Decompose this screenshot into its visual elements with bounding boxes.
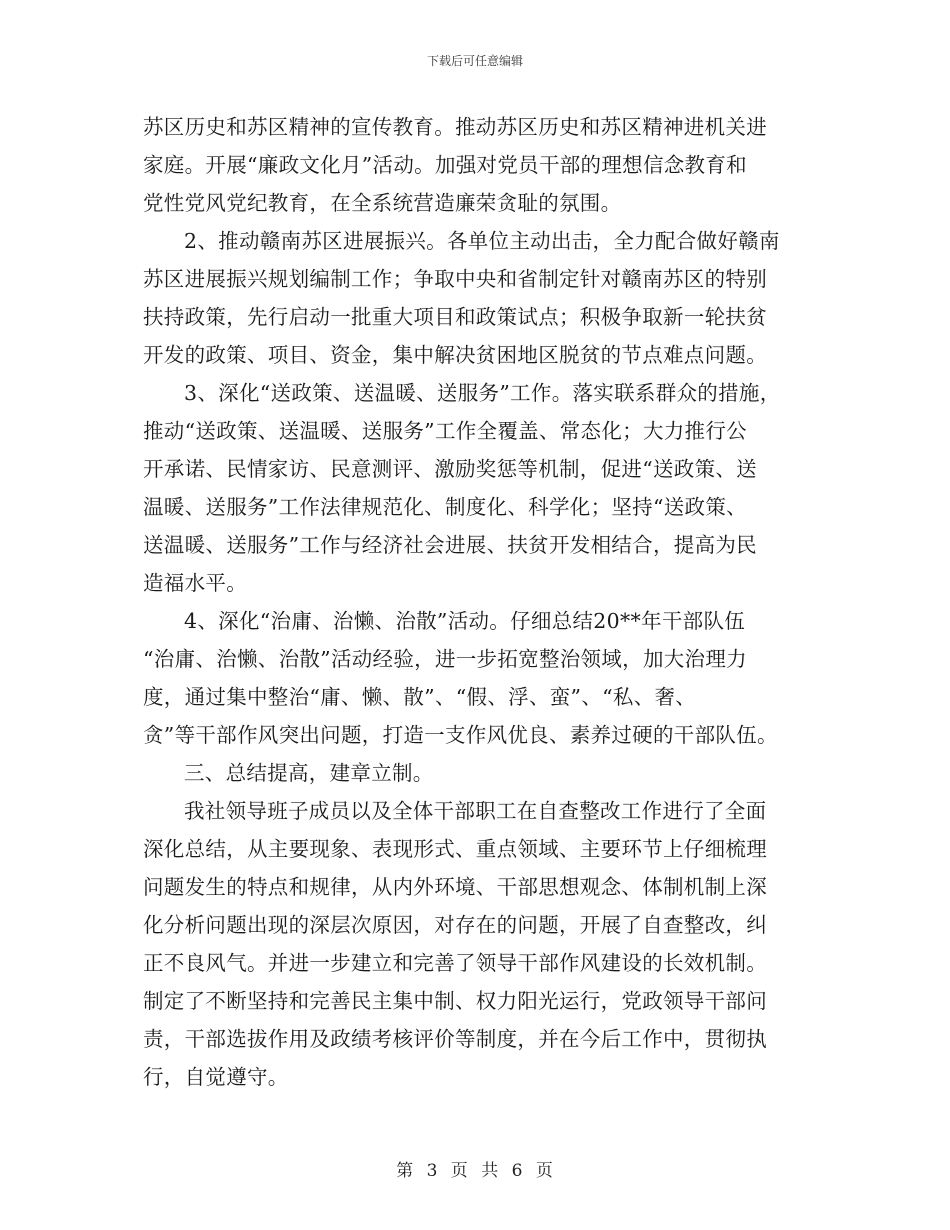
body-line: 党性党风党纪教育，在全系统营造廉荣贪耻的氛围。 [143,191,622,215]
body-line: 责，干部选拔作用及政绩考核评价等制度，并在今后工作中，贯彻执 [143,1027,767,1051]
footer-total-word: 共 [481,1161,500,1181]
body-line: 苏区历史和苏区精神的宣传教育。推动苏区历史和苏区精神进机关进 [143,115,767,139]
body-line: 造福水平。 [143,571,247,595]
body-line: 化分析问题出现的深层次原因，对存在的问题，开展了自查整改，纠 [143,913,767,937]
paragraph-start: 我社领导班子成员以及全体干部职工在自查整改工作进行了全面 [184,799,767,823]
footer-suffix: 页 [535,1161,554,1181]
body-line: 推动“送政策、送温暖、送服务”工作全覆盖、常态化；大力推行公 [143,419,747,443]
body-line: 制定了不断坚持和完善民主集中制、权力阳光运行，党政领导干部问 [143,989,767,1013]
body-line: 扶持政策，先行启动一批重大项目和政策试点；积极争取新一轮扶贫 [143,305,767,329]
body-line: 温暖、送服务”工作法律规范化、制度化、科学化；坚持“送政策、 [143,495,747,519]
body-line: 开发的政策、项目、资金，集中解决贫困地区脱贫的节点难点问题。 [143,343,767,367]
body-line: 问题发生的特点和规律，从内外环境、干部思想观念、体制机制上深 [143,875,767,899]
body-line: “治庸、治懒、治散”活动经验，进一步拓宽整治领域，加大治理力 [143,647,747,671]
body-line: 正不良风气。并进一步建立和完善了领导干部作风建设的长效机制。 [143,951,767,975]
body-line: 行，自觉遵守。 [143,1065,289,1089]
body-line: 开承诺、民情家访、民意测评、激励奖惩等机制，促进“送政策、送 [143,457,757,481]
body-line: 度，通过集中整治“庸、懒、散”、“假、浮、蛮”、“私、奢、 [143,685,697,709]
body-line: 贪”等干部作风突出问题，打造一支作风优良、素养过硬的干部队伍。 [143,723,778,747]
paragraph-start: 3、深化“送政策、送温暖、送服务”工作。落实联系群众的措施， [184,381,781,405]
page-header: 下载后可任意编辑 [426,54,523,68]
paragraph-start: 2、推动赣南苏区进展振兴。各单位主动出击，全力配合做好赣南 [184,229,780,253]
body-line: 深化总结，从主要现象、表现形式、重点领域、主要环节上仔细梳理 [143,837,767,861]
body-line: 送温暖、送服务”工作与经济社会进展、扶贫开发相结合，提高为民 [143,533,757,557]
document-body [143,108,823,1096]
footer-page-number: 3 [426,1161,439,1181]
footer-page-word: 页 [450,1161,469,1181]
paragraph-start: 4、深化“治庸、治懒、治散”活动。仔细总结20**年干部队伍 [184,609,746,633]
footer-prefix: 第 [396,1161,415,1181]
page-footer [0,1156,950,1181]
body-line: 家庭。开展“廉政文化月”活动。加强对党员干部的理想信念教育和 [143,153,747,177]
body-line: 苏区进展振兴规划编制工作；争取中央和省制定针对赣南苏区的特别 [143,267,767,291]
footer-total-pages: 6 [511,1161,524,1181]
section-heading: 三、总结提高，建章立制。 [184,761,434,785]
